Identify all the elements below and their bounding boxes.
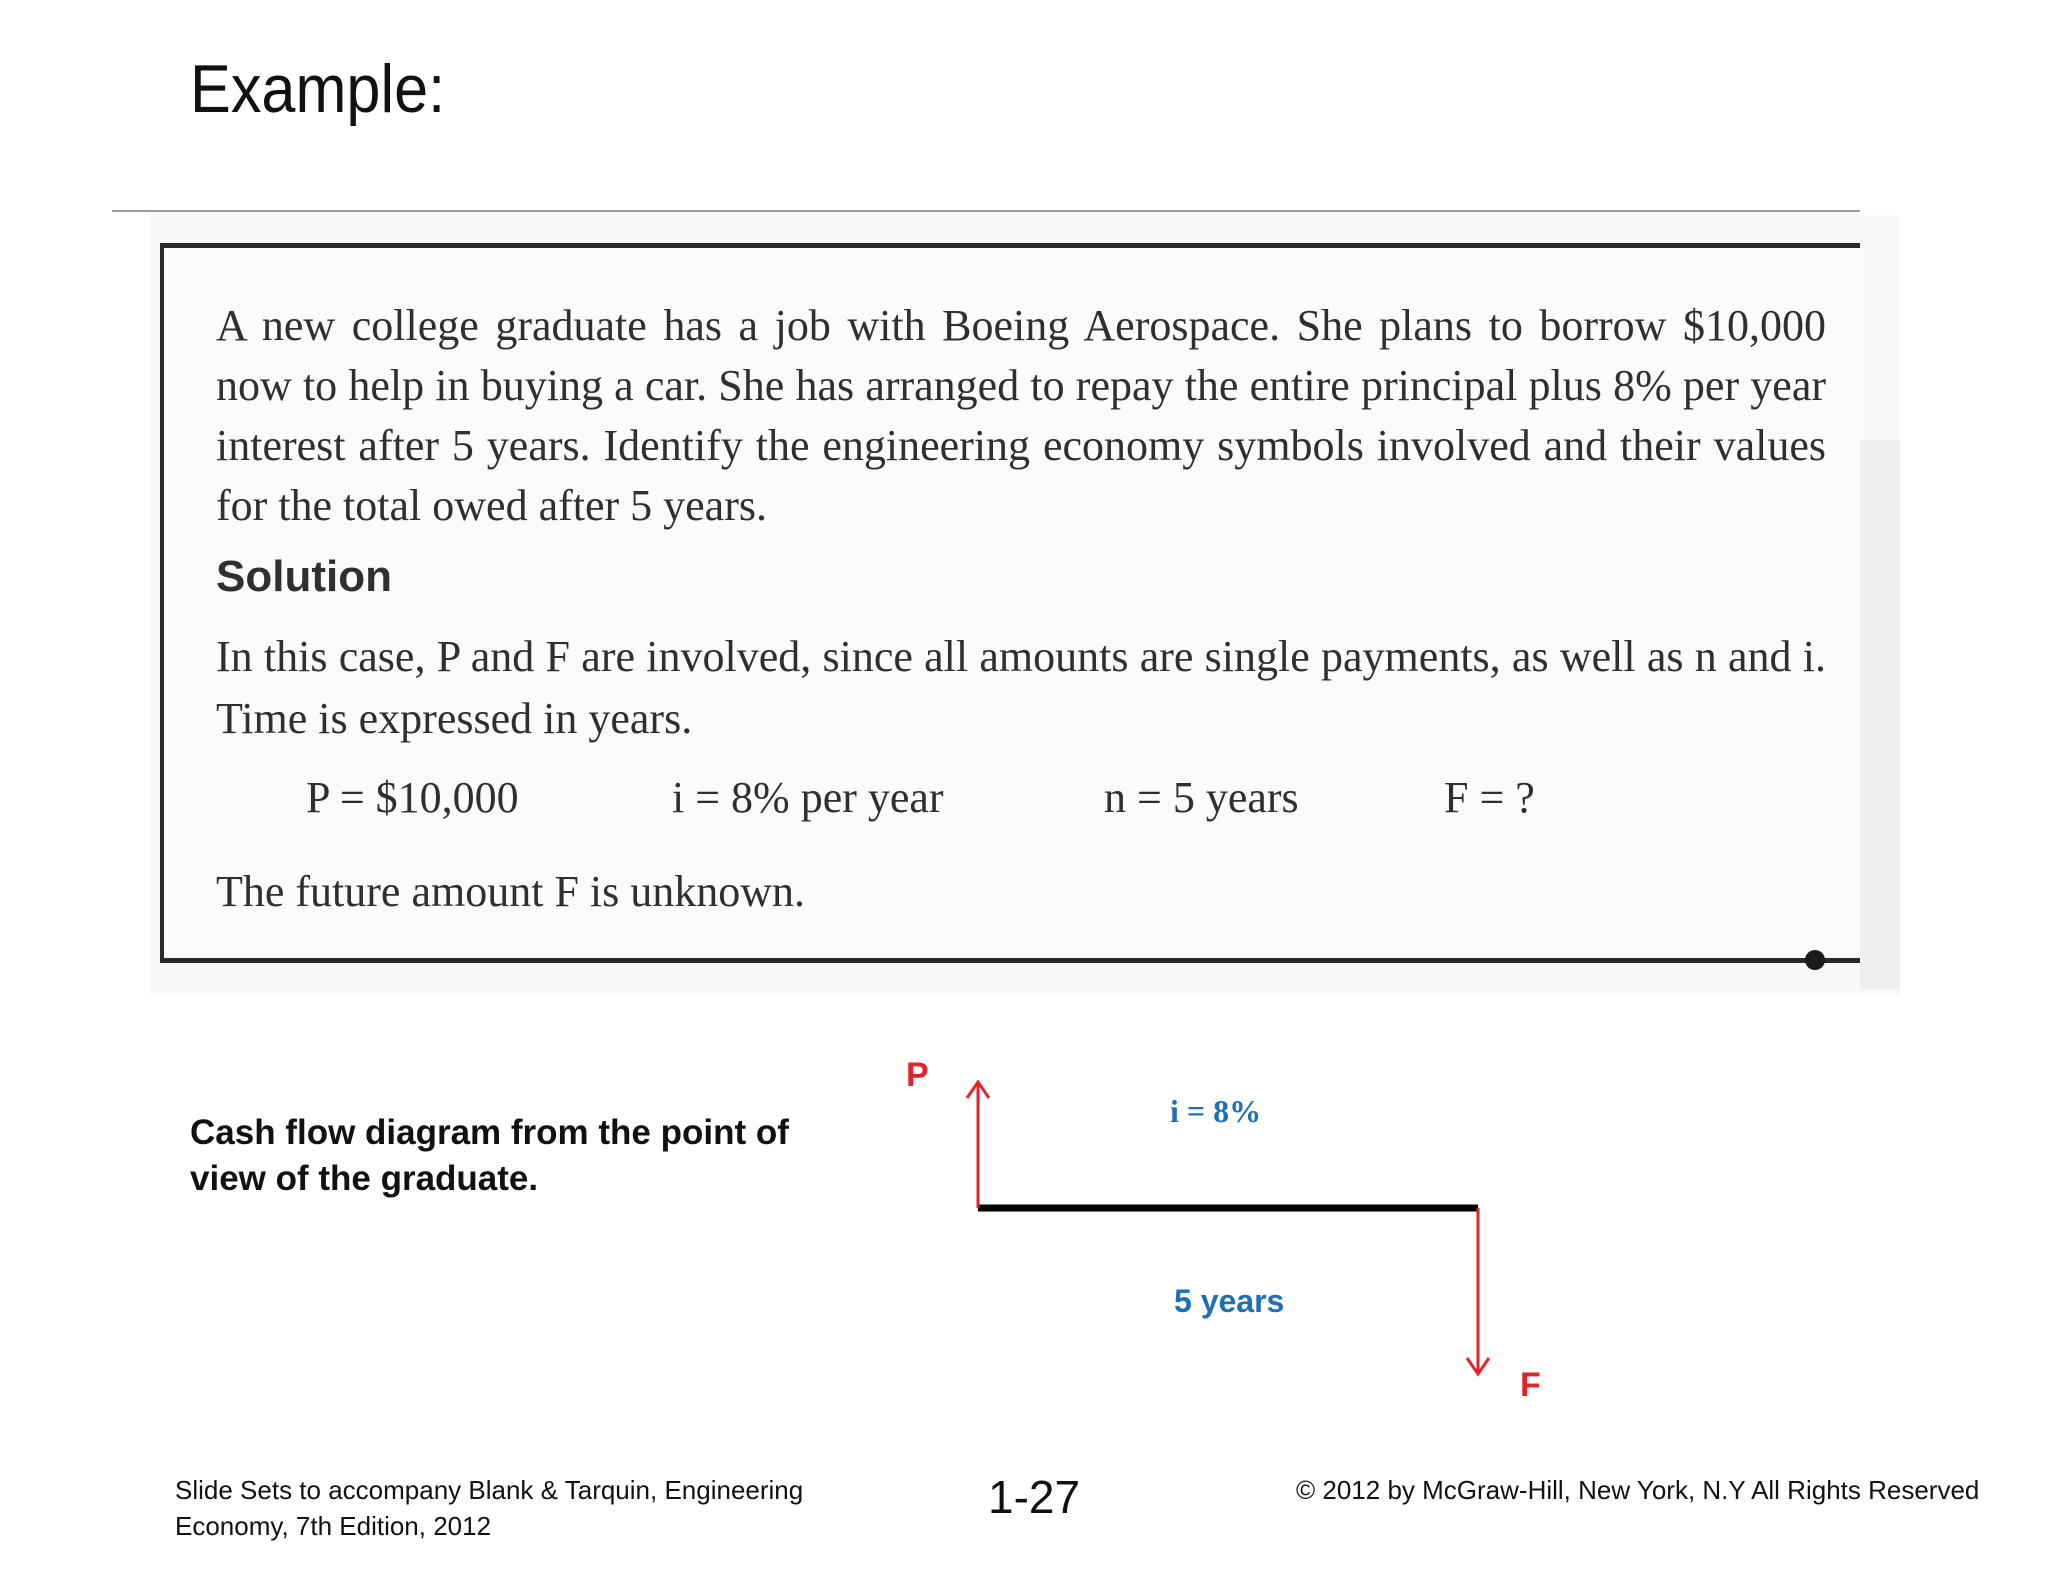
- solution-text: In this case, P and F are involved, since all amounts are single payments, as well as n and i. Time is expressed in years.: [216, 632, 1826, 743]
- diagram-caption: Cash flow diagram from the point of view of the graduate.: [190, 1113, 789, 1198]
- solution-heading: Solution: [216, 552, 392, 601]
- p-arrow: [967, 1082, 989, 1208]
- slide-title: Example:: [190, 51, 446, 127]
- f-arrow: [1467, 1208, 1489, 1374]
- rate-label: i = 8%: [1170, 1093, 1262, 1129]
- problem-text: A new college graduate has a job with Boeing Aerospace. She plans to borrow $10,000 now to help in buying a car. She has arranged to repay the entire principal plus 8% per year interest after 5 years. Identify the engineering economy symbols involved and their values for the total owed after 5 years.: [216, 301, 1826, 530]
- equation-p: P = $10,000: [306, 773, 519, 822]
- conclusion-text: The future amount F is unknown.: [216, 867, 806, 916]
- p-label: P: [906, 1056, 929, 1094]
- equation-f: F = ?: [1444, 773, 1535, 822]
- f-label: F: [1520, 1366, 1541, 1404]
- equation-n: n = 5 years: [1104, 773, 1299, 822]
- footer-source: Slide Sets to accompany Blank & Tarquin, Engineering Economy, 7th Edition, 2012: [175, 1475, 804, 1541]
- equation-i: i = 8% per year: [672, 773, 944, 822]
- footer-copyright: © 2012 by McGraw-Hill, New York, N.Y All Rights Reserved: [1296, 1475, 1980, 1505]
- period-label: 5 years: [1174, 1283, 1285, 1319]
- page-number: 1-27: [988, 1471, 1081, 1523]
